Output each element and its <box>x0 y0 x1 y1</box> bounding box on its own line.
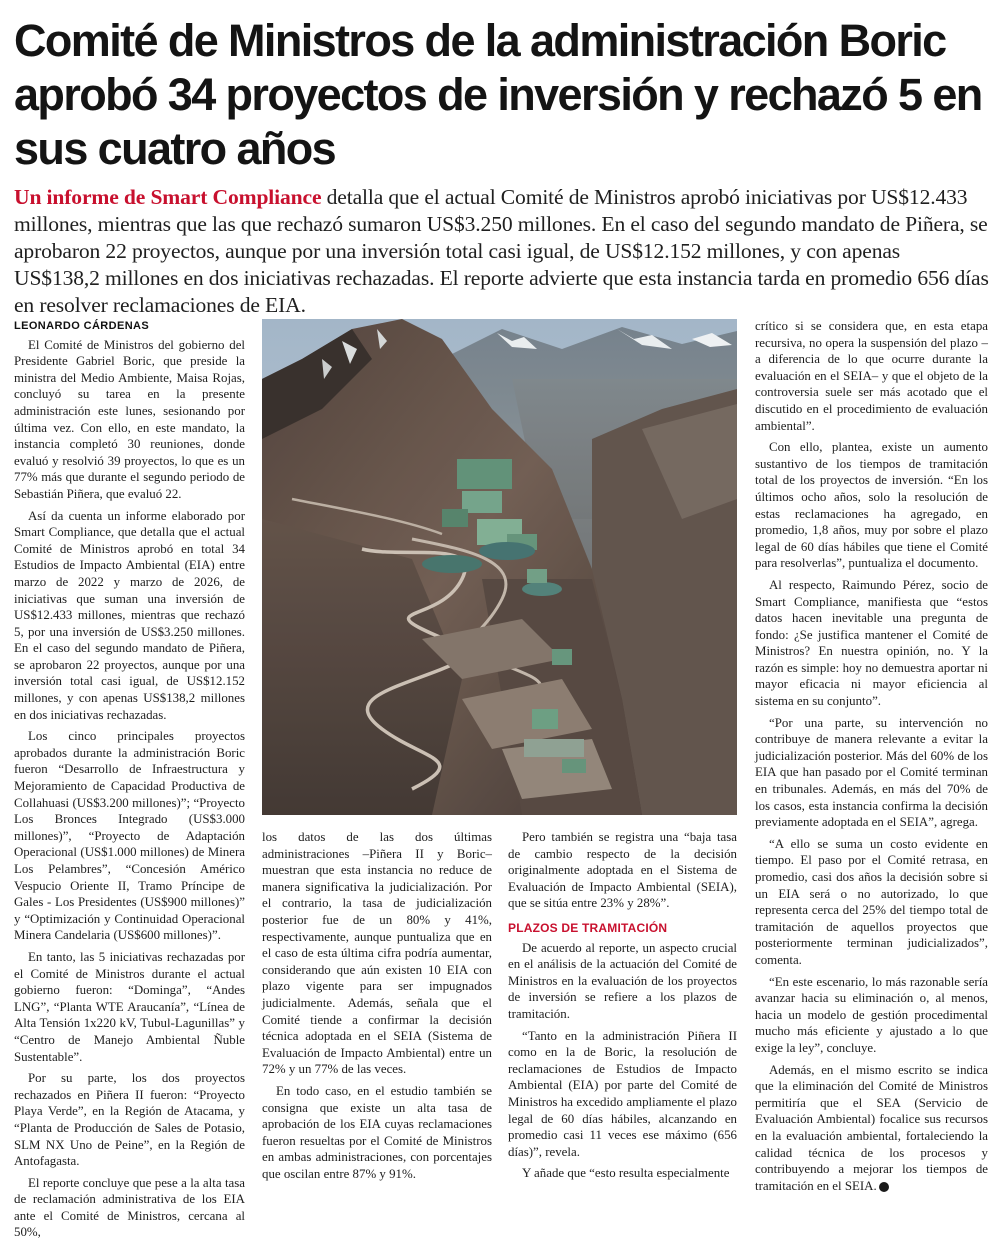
paragraph: El Comité de Ministros del gobierno del Presidente Gabriel Boric, que preside la ministra del Medio Ambiente, Maisa Rojas, concluyó su tarea en la presente administración este lunes, sesionando por última vez. Con ello, en este mandato, la instancia completó 30 reuniones, donde evaluó y resolvió 39 proyectos, lo que es un 77% más que durante el segundo periodo de Sebastián Piñera, que evaluó 22. <box>14 337 245 501</box>
deck <box>14 184 989 319</box>
headline: Comité de Ministros de la administración Boric aprobó 34 proyectos de inversión y rechazó 5 en sus cuatro años <box>14 15 982 174</box>
paragraph: Al respecto, Raimundo Pérez, socio de Smart Compliance, manifiesta que “estos datos hacen inevitable una pregunta de fondo: ¿Se justifica mantener el Comité de Ministros? En nuestra opinión, no. Y la razón es simple: hoy no demuestra aportar ni mayor eficacia ni mayor eficiencia al sistema en su conjunto”. <box>755 577 988 709</box>
paragraph <box>755 1062 988 1195</box>
paragraph: Pero también se registra una “baja tasa de cambio respecto de la decisión originalmente adoptada en el Sistema de Evaluación de Impacto Ambiental (SEIA), que se sitúa entre 23% y 28%”. <box>508 830 737 911</box>
paragraph: En todo caso, en el estudio también se consigna que existe un alta tasa de aprobación de los EIA cuyas reclamaciones fueron resueltas por el Comité de Ministros en ambas administraciones, con porcentajes que oscilan entre 87% y 91%. <box>262 1083 492 1181</box>
deck-text: detalla que el actual Comité de Ministros aprobó iniciativas por US$12.433 millones, mientras que las que rechazó sumaron US$3.250 millones. En el caso del segundo mandato de Piñera, se aprobaron 22 proyectos, aunque por una inversión total casi igual, de US$12.152 millones, y con apenas US$138,2 millones en dos iniciativas rechazadas. El reporte advierte que esta instancia tarda en promedio 656 días en resolver reclamaciones de EIA. <box>14 185 989 317</box>
mine-photo <box>262 319 737 815</box>
paragraph: “En este escenario, lo más razonable sería avanzar hacia su eliminación o, al menos, hacia un modelo de gestión procedimental mucho más eficiente y ajustado a lo que exige la ley”, concluye. <box>755 974 988 1055</box>
paragraph: Con ello, plantea, existe un aumento sustantivo de los tiempos de tramitación total de los proyectos de inversión. “En los últimos ocho años, solo la resolución de estas reclamaciones ha agregado, en promedio, 1,8 años, muy por sobre el plazo legal de 60 días hábiles que tiene el Comité para resolverlas”, puntualiza el documento. <box>755 440 988 571</box>
byline: LEONARDO CÁRDENAS <box>14 320 150 332</box>
paragraph: Y añade que “esto resulta especialmente <box>522 1166 730 1181</box>
paragraph: De acuerdo al reporte, un aspecto crucial en el análisis de la actuación del Comité de Ministros en la evaluación de los proyectos de inversión se refiere a los plazos de tramitación. <box>508 940 737 1021</box>
paragraph: “Tanto en la administración Piñera II como en la de Boric, la resolución de reclamaciones de Estudios de Impacto Ambiental (EIA) por parte del Comité de Ministros ha excedido ampliamente el plazo legal de 60 días hábiles, alcanzando en promedio casi 11 veces ese máximo (656 días)”, revela. <box>508 1028 737 1159</box>
paragraph: “Por una parte, su intervención no contribuye de manera relevante a evitar la judicialización posterior. Más del 60% de los EIA que han pasado por el Comité terminan en tribunales. Además, en más del 70% de los casos, esta instancia confirma la decisión previamente adoptada en el SEIA”, agrega. <box>755 715 988 830</box>
deck-lead: Un informe de Smart Compliance <box>14 185 322 209</box>
paragraph: Por su parte, los dos proyectos rechazados en Piñera II fueron: “Proyecto Playa Verde”, en la Región de Atacama, y “Planta de Producción de Sales de Potasio, SLM NX Uno de Peine”, en la Región de Antofagasta. <box>14 1071 245 1169</box>
paragraph: los datos de las dos últimas administraciones –Piñera II y Boric– muestran que esta instancia no reduce de manera significativa la judicialización. Por el contrario, la tasa de judicialización posterior fue de un 80% y 41%, respectivamente, aunque puntualiza que en el caso de esta última cifra podría aumentar, considerando que aún existen 10 EIA con plazo vigente para ser impugnados judicialmente. Además, señala que el Comité tiende a confirmar la decisión técnica adoptada en el SEIA (Sistema de Evaluación de Impacto Ambiental) entre un 72% y un 77% de las veces. <box>262 830 492 1077</box>
paragraph: En tanto, las 5 iniciativas rechazadas por el Comité de Ministros durante el actual gobierno fueron: “Dominga”, “Andes LNG”, “Planta WTE Araucanía”, “Línea de Alta Tensión 1x220 kV, Tubul-Lagunillas” y “Centro de Manejo Ambiental Ñuble Sustentable”. <box>14 949 245 1064</box>
column-4 <box>755 318 988 1199</box>
paragraph: “A ello se suma un costo evidente en tiempo. El paso por el Comité retrasa, en promedio, casi dos años la decisión sobre si un EIA será o no autorizado, lo que representa cerca del 25% del tiempo total de tramitación de aquellos proyectos que posteriormente terminan judicializados”, comenta. <box>755 836 988 967</box>
paragraph: crítico si se considera que, en esta etapa recursiva, no opera la suspensión del plazo –a diferencia de lo que ocurre durante la evaluación en el SEIA– y que el objeto de la controversia suele ser más acotado que el discutido en el procedimiento de evaluación ambiental”. <box>755 319 988 433</box>
column-2 <box>262 829 492 1187</box>
column-3 <box>508 829 737 1187</box>
end-mark-icon <box>879 1182 889 1192</box>
paragraph: El reporte concluye que pese a la alta tasa de reclamación administrativa de los EIA ante el Comité de Ministros, cercana al 50%, <box>14 1175 245 1240</box>
paragraph: Los cinco principales proyectos aprobados durante la administración Boric fueron “Desarrollo de Infraestructura y Mejoramiento de Capacidad Productiva de Collahuasi (US$3.200 millones)”; “Proyecto Los Bronces Integrado (US$3.000 millones)”, “Proyecto de Adaptación Operacional (US$1.000 millones) de Minera Los Pelambres”, “Concesión Américo Vespucio Oriente II, Tramo Príncipe de Gales - Los Presidentes (US$900 millones)” y “Optimización y Continuidad Operacional Minera Candelaria (US$600 millones)”. <box>14 729 245 943</box>
paragraph-text: Además, en el mismo escrito se indica que la eliminación del Comité de Ministros permitiría que el SEA (Servicio de Evaluación Ambiental) focalice sus recursos en la evaluación ambiental, fortaleciendo la calidad técnica de los procesos y contribuyendo a mejorar los tiempos de tramitación en el SEIA. <box>755 1062 988 1193</box>
column-1 <box>14 318 245 1246</box>
paragraph: Así da cuenta un informe elaborado por Smart Compliance, que detalla que el actual Comité de Ministros aprobó en total 34 Estudios de Impacto Ambiental (EIA) entre marzo de 2022 y marzo de 2026, de iniciativas que suman una inversión de US$12.433 millones, mientras que rechazó 5, por una inversión de US$3.250 millones. En el caso del segundo mandato de Piñera, se aprobaron 22 proyectos, aunque por una inversión total casi igual, de US$12.152 millones, y con apenas US$138,2 millones en dos iniciativas rechazadas. <box>14 508 245 722</box>
section-subhead: PLAZOS DE TRAMITACIÓN <box>508 920 668 935</box>
